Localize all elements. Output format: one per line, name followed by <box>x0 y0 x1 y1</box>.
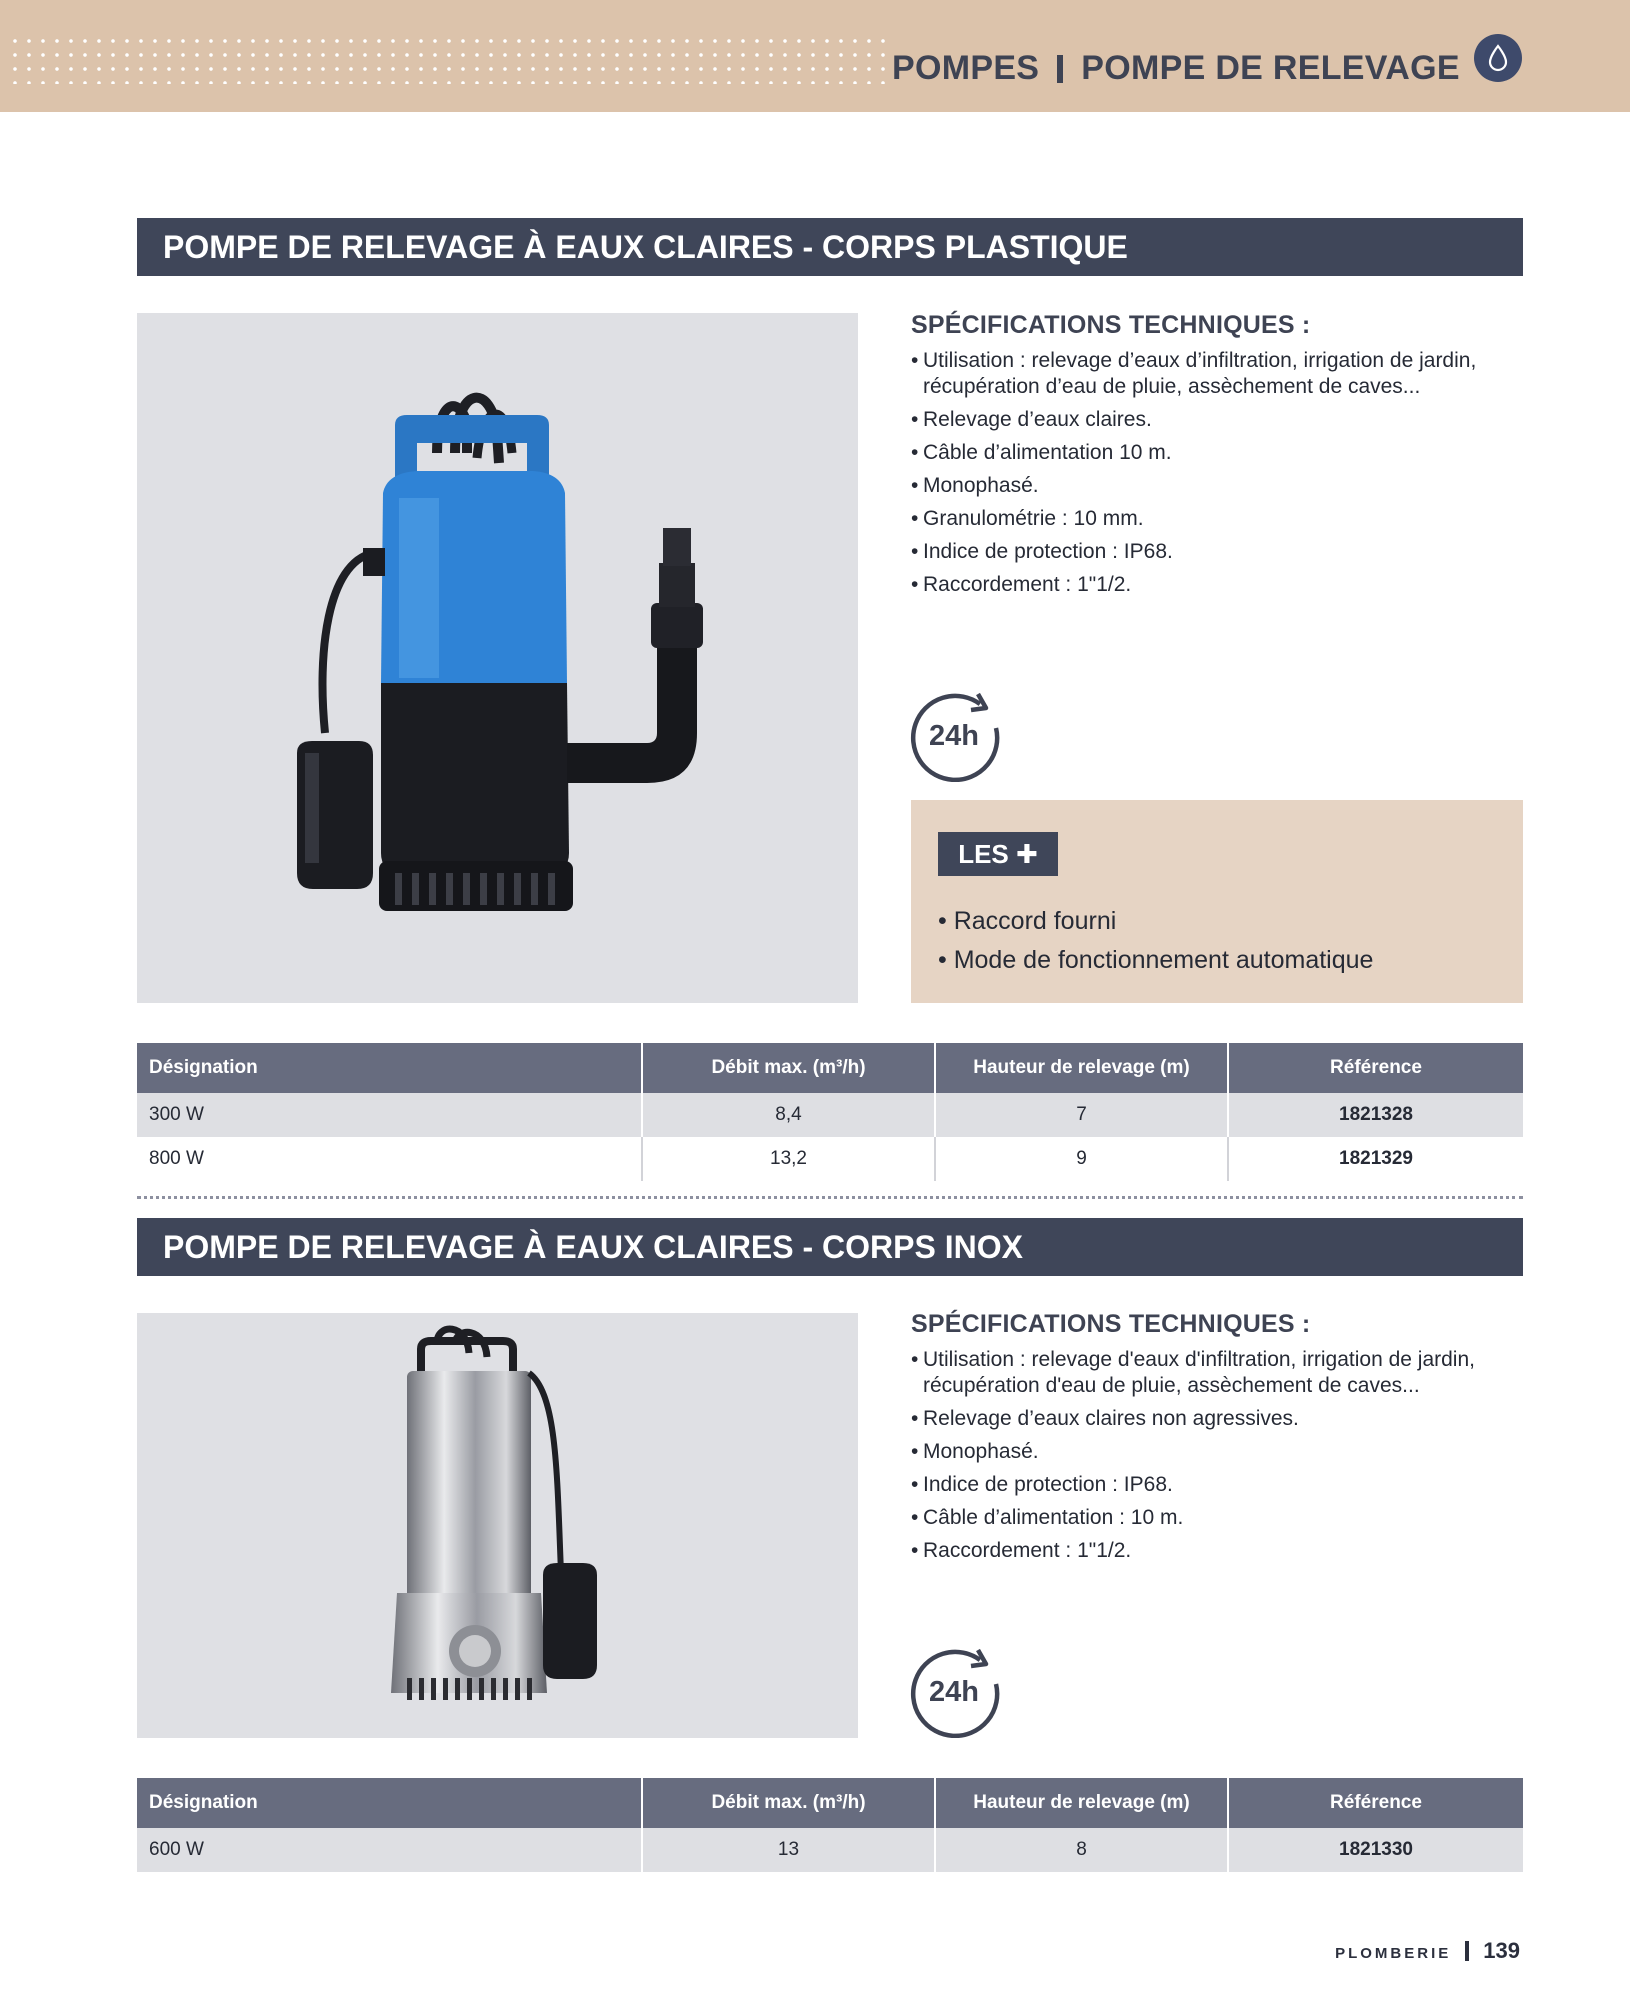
spec-item: • Utilisation : relevage d’eaux d’infiltration, irrigation de jardin, récupération d’eau de pluie, assèchement de caves... <box>911 348 1501 400</box>
breadcrumb <box>892 46 1460 90</box>
cell-hauteur: 8 <box>935 1828 1228 1872</box>
pump-inox-image <box>137 1313 858 1738</box>
spec-item: • Relevage d’eaux claires non agressives. <box>911 1406 1501 1432</box>
table-row <box>137 1093 1523 1137</box>
product-title-inox: POMPE DE RELEVAGE À EAUX CLAIRES - CORPS INOX <box>137 1218 1523 1276</box>
specs-block-inox <box>911 1310 1501 1571</box>
spec-item: • Monophasé. <box>911 1439 1501 1465</box>
cell-designation: 600 W <box>137 1828 642 1872</box>
table-header: Désignation <box>137 1043 642 1093</box>
spec-item: • Raccordement : 1"1/2. <box>911 572 1501 598</box>
cell-designation: 800 W <box>137 1137 642 1181</box>
page-header <box>0 0 1630 112</box>
product-table-inox <box>137 1778 1523 1872</box>
delivery-24h-label: 24h <box>929 720 979 752</box>
page-number: 139 <box>1483 1938 1520 1963</box>
footer-section: PLOMBERIE <box>1335 1945 1452 1962</box>
table-header: Référence <box>1228 1778 1523 1828</box>
cell-reference: 1821328 <box>1228 1093 1523 1137</box>
table-header: Hauteur de relevage (m) <box>935 1778 1228 1828</box>
product-photo-plastique <box>137 313 858 1003</box>
spec-item: • Raccordement : 1"1/2. <box>911 1538 1501 1564</box>
les-plus-item: • Mode de fonctionnement automatique <box>938 941 1373 980</box>
page-footer <box>1335 1938 1520 1964</box>
cell-hauteur: 7 <box>935 1093 1228 1137</box>
les-plus-label: LES <box>958 839 1009 869</box>
product-photo-inox <box>137 1313 858 1738</box>
les-plus-item: • Raccord fourni <box>938 902 1373 941</box>
breadcrumb-category: POMPES <box>892 49 1040 87</box>
table-header: Hauteur de relevage (m) <box>935 1043 1228 1093</box>
spec-item: • Câble d’alimentation 10 m. <box>911 440 1501 466</box>
footer-separator <box>1465 1941 1469 1961</box>
spec-item: • Indice de protection : IP68. <box>911 1472 1501 1498</box>
les-plus-list <box>938 902 1373 980</box>
spec-item: • Câble d’alimentation : 10 m. <box>911 1505 1501 1531</box>
specs-list <box>911 348 1501 598</box>
spec-item: • Granulométrie : 10 mm. <box>911 506 1501 532</box>
pump-plastic-image <box>137 313 858 1003</box>
plus-icon: ✚ <box>1016 839 1038 869</box>
spec-item: • Indice de protection : IP68. <box>911 539 1501 565</box>
cell-hauteur: 9 <box>935 1137 1228 1181</box>
specs-title: SPÉCIFICATIONS TECHNIQUES : <box>911 311 1311 339</box>
cell-debit: 13,2 <box>642 1137 935 1181</box>
specs-list <box>911 1347 1501 1564</box>
les-plus-badge <box>938 832 1058 876</box>
decorative-dots <box>8 34 888 84</box>
section-divider <box>137 1196 1523 1199</box>
table-header: Débit max. (m³/h) <box>642 1778 935 1828</box>
cell-reference: 1821329 <box>1228 1137 1523 1181</box>
table-header: Référence <box>1228 1043 1523 1093</box>
specs-title: SPÉCIFICATIONS TECHNIQUES : <box>911 1310 1311 1338</box>
spec-item: • Utilisation : relevage d'eaux d'infiltration, irrigation de jardin, récupération d'eau de pluie, assèchement de caves... <box>911 1347 1501 1399</box>
water-drop-icon <box>1474 34 1522 82</box>
cell-debit: 8,4 <box>642 1093 935 1137</box>
product-table-plastique <box>137 1043 1523 1181</box>
breadcrumb-separator <box>1057 55 1063 83</box>
delivery-24h-icon <box>908 686 1004 782</box>
cell-designation: 300 W <box>137 1093 642 1137</box>
les-plus-box <box>911 800 1523 1003</box>
specs-block-plastique <box>911 311 1501 605</box>
breadcrumb-subcategory: POMPE DE RELEVAGE <box>1081 49 1460 87</box>
delivery-24h-icon <box>908 1642 1004 1738</box>
delivery-24h-label: 24h <box>929 1676 979 1708</box>
cell-debit: 13 <box>642 1828 935 1872</box>
spec-item: • Relevage d’eaux claires. <box>911 407 1501 433</box>
table-header: Désignation <box>137 1778 642 1828</box>
spec-item: • Monophasé. <box>911 473 1501 499</box>
product-title-plastique: POMPE DE RELEVAGE À EAUX CLAIRES - CORPS PLASTIQUE <box>137 218 1523 276</box>
table-row <box>137 1137 1523 1181</box>
table-row <box>137 1828 1523 1872</box>
table-header: Débit max. (m³/h) <box>642 1043 935 1093</box>
cell-reference: 1821330 <box>1228 1828 1523 1872</box>
